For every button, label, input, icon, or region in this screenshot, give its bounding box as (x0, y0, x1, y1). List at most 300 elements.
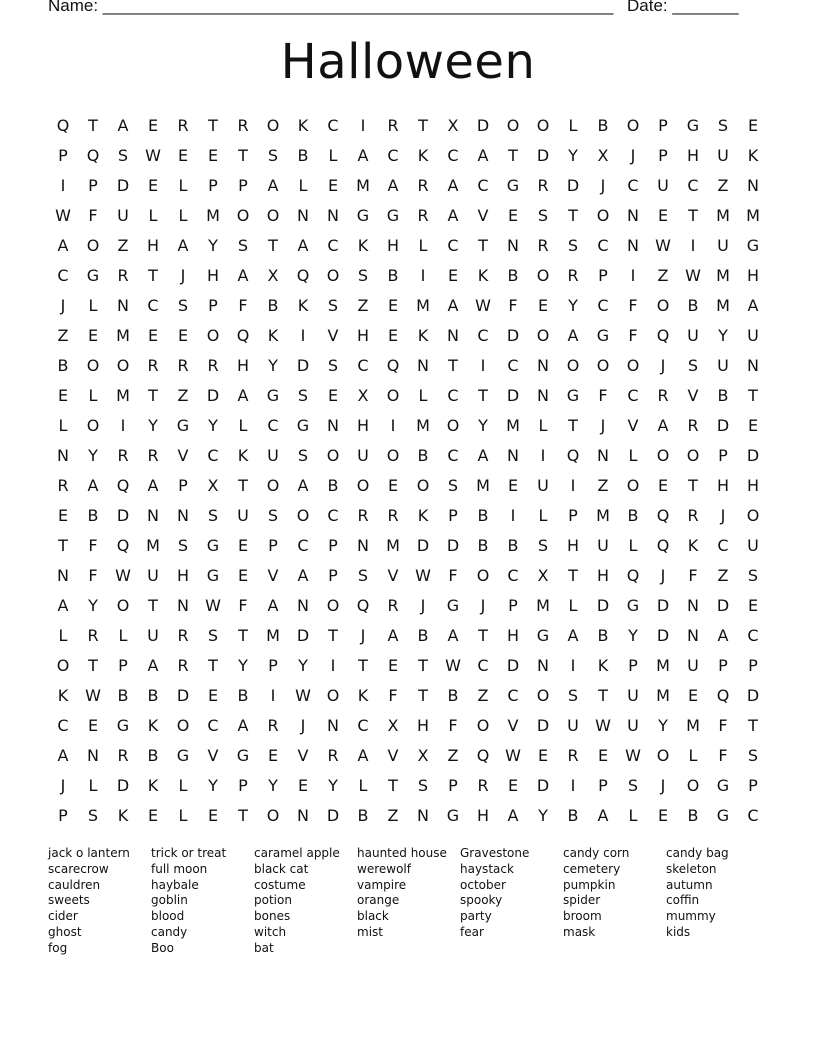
grid-cell[interactable]: O (86, 415, 100, 435)
grid-cell[interactable]: K (237, 445, 249, 465)
grid-cell[interactable]: E (57, 385, 69, 405)
grid-cell[interactable]: S (267, 145, 279, 165)
grid-cell[interactable]: Z (357, 295, 369, 315)
grid-cell[interactable]: M (656, 685, 670, 705)
grid-cell[interactable]: U (237, 505, 249, 525)
grid-cell[interactable]: K (747, 145, 759, 165)
grid-cell[interactable]: N (537, 385, 549, 405)
grid-cell[interactable]: O (266, 475, 280, 495)
grid-cell[interactable]: U (687, 655, 699, 675)
grid-cell[interactable]: A (297, 475, 309, 495)
grid-cell[interactable]: T (568, 205, 578, 225)
grid-cell[interactable]: W (655, 235, 671, 255)
grid-cell[interactable]: D (566, 175, 580, 195)
grid-cell[interactable]: B (267, 295, 279, 315)
grid-cell[interactable]: E (297, 775, 309, 795)
grid-cell[interactable]: Y (238, 655, 248, 675)
grid-cell[interactable]: U (267, 445, 279, 465)
grid-cell[interactable]: C (357, 715, 369, 735)
grid-cell[interactable]: A (567, 625, 579, 645)
grid-cell[interactable]: M (686, 715, 700, 735)
grid-cell[interactable]: K (417, 325, 429, 345)
grid-cell[interactable]: V (477, 205, 489, 225)
grid-cell[interactable]: N (687, 625, 699, 645)
grid-cell[interactable]: R (57, 475, 69, 495)
grid-cell[interactable]: A (237, 715, 249, 735)
grid-cell[interactable]: G (266, 385, 280, 405)
grid-cell[interactable]: S (717, 115, 729, 135)
grid-cell[interactable]: B (357, 805, 369, 825)
grid-cell[interactable]: N (177, 595, 189, 615)
grid-cell[interactable]: B (447, 685, 459, 705)
grid-cell[interactable]: U (117, 205, 129, 225)
grid-cell[interactable]: X (357, 385, 369, 405)
grid-cell[interactable]: W (145, 145, 161, 165)
grid-cell[interactable]: F (238, 295, 248, 315)
grid-cell[interactable]: D (536, 775, 550, 795)
grid-cell[interactable]: F (718, 715, 728, 735)
grid-cell[interactable]: F (598, 385, 608, 405)
grid-cell[interactable]: G (536, 625, 550, 645)
grid-cell[interactable]: S (267, 505, 279, 525)
grid-cell[interactable]: H (236, 355, 250, 375)
grid-cell[interactable]: Q (356, 595, 370, 615)
grid-cell[interactable]: E (147, 805, 159, 825)
grid-cell[interactable]: Q (476, 745, 490, 765)
grid-cell[interactable]: Q (626, 565, 640, 585)
grid-cell[interactable]: I (120, 415, 126, 435)
grid-cell[interactable]: N (537, 655, 549, 675)
grid-cell[interactable]: A (477, 445, 489, 465)
grid-cell[interactable]: E (657, 475, 669, 495)
grid-cell[interactable]: R (117, 445, 129, 465)
grid-cell[interactable]: O (86, 235, 100, 255)
grid-cell[interactable]: I (510, 505, 516, 525)
grid-cell[interactable]: T (598, 685, 608, 705)
grid-cell[interactable]: J (300, 715, 306, 735)
grid-cell[interactable]: L (118, 625, 128, 645)
grid-cell[interactable]: U (147, 565, 159, 585)
grid-cell[interactable]: U (717, 355, 729, 375)
grid-cell[interactable]: L (568, 115, 578, 135)
grid-cell[interactable]: T (418, 115, 428, 135)
grid-cell[interactable]: I (570, 655, 576, 675)
grid-cell[interactable]: C (57, 715, 69, 735)
grid-cell[interactable]: A (117, 115, 129, 135)
grid-cell[interactable]: O (326, 685, 340, 705)
grid-cell[interactable]: K (117, 805, 129, 825)
grid-cell[interactable]: L (178, 805, 188, 825)
grid-cell[interactable]: M (716, 205, 730, 225)
grid-cell[interactable]: S (327, 295, 339, 315)
grid-cell[interactable]: O (446, 415, 460, 435)
grid-cell[interactable]: A (297, 565, 309, 585)
grid-cell[interactable]: T (688, 205, 698, 225)
grid-cell[interactable]: X (207, 475, 219, 495)
grid-cell[interactable]: I (570, 475, 576, 495)
grid-cell[interactable]: O (56, 655, 70, 675)
grid-cell[interactable]: U (747, 535, 759, 555)
grid-cell[interactable]: L (418, 235, 428, 255)
grid-cell[interactable]: U (627, 715, 639, 735)
grid-cell[interactable]: Q (236, 325, 250, 345)
grid-cell[interactable]: A (597, 805, 609, 825)
grid-cell[interactable]: P (88, 175, 98, 195)
grid-cell[interactable]: C (597, 235, 609, 255)
grid-cell[interactable]: G (716, 775, 730, 795)
grid-cell[interactable]: O (746, 505, 760, 525)
grid-cell[interactable]: L (88, 295, 98, 315)
grid-cell[interactable]: O (236, 205, 250, 225)
grid-cell[interactable]: S (327, 355, 339, 375)
grid-cell[interactable]: H (746, 265, 760, 285)
grid-cell[interactable]: Q (656, 325, 670, 345)
grid-cell[interactable]: A (507, 805, 519, 825)
grid-cell[interactable]: O (86, 355, 100, 375)
grid-cell[interactable]: N (177, 505, 189, 525)
grid-cell[interactable]: K (57, 685, 69, 705)
grid-cell[interactable]: M (656, 655, 670, 675)
grid-cell[interactable]: V (207, 745, 219, 765)
grid-cell[interactable]: Q (116, 535, 130, 555)
grid-cell[interactable]: Q (56, 115, 70, 135)
grid-cell[interactable]: C (297, 535, 309, 555)
grid-cell[interactable]: N (297, 595, 309, 615)
grid-cell[interactable]: B (627, 505, 639, 525)
grid-cell[interactable]: V (387, 565, 399, 585)
grid-cell[interactable]: F (238, 595, 248, 615)
grid-cell[interactable]: T (748, 385, 758, 405)
grid-cell[interactable]: P (328, 535, 338, 555)
grid-cell[interactable]: T (478, 625, 488, 645)
grid-cell[interactable]: G (206, 535, 220, 555)
grid-cell[interactable]: N (747, 175, 759, 195)
grid-cell[interactable]: Q (386, 355, 400, 375)
name-field-label[interactable]: Name: ______________________________________________________ (48, 0, 614, 15)
grid-cell[interactable]: S (357, 565, 369, 585)
grid-cell[interactable]: I (330, 655, 336, 675)
grid-cell[interactable]: G (566, 385, 580, 405)
grid-cell[interactable]: G (596, 325, 610, 345)
grid-cell[interactable]: O (266, 205, 280, 225)
grid-cell[interactable]: C (207, 715, 219, 735)
grid-cell[interactable]: E (747, 595, 759, 615)
grid-cell[interactable]: C (627, 385, 639, 405)
grid-cell[interactable]: C (357, 355, 369, 375)
grid-cell[interactable]: N (627, 235, 639, 255)
grid-cell[interactable]: R (387, 115, 399, 135)
grid-cell[interactable]: A (717, 625, 729, 645)
grid-cell[interactable]: N (327, 415, 339, 435)
grid-cell[interactable]: I (690, 235, 696, 255)
grid-cell[interactable]: N (417, 355, 429, 375)
grid-cell[interactable]: E (597, 745, 609, 765)
grid-cell[interactable]: G (626, 595, 640, 615)
grid-cell[interactable]: C (327, 505, 339, 525)
grid-cell[interactable]: E (237, 535, 249, 555)
grid-cell[interactable]: R (537, 175, 549, 195)
grid-cell[interactable]: I (390, 415, 396, 435)
grid-cell[interactable]: A (447, 295, 459, 315)
grid-cell[interactable]: T (148, 595, 158, 615)
grid-cell[interactable]: J (630, 145, 636, 165)
grid-cell[interactable]: B (417, 625, 429, 645)
grid-cell[interactable]: T (418, 655, 428, 675)
grid-cell[interactable]: O (506, 115, 520, 135)
grid-cell[interactable]: M (746, 205, 760, 225)
grid-cell[interactable]: C (507, 565, 519, 585)
grid-cell[interactable]: N (147, 505, 159, 525)
grid-cell[interactable]: C (507, 685, 519, 705)
grid-cell[interactable]: I (570, 775, 576, 795)
grid-cell[interactable]: S (627, 775, 639, 795)
grid-cell[interactable]: C (747, 805, 759, 825)
grid-cell[interactable]: K (687, 535, 699, 555)
grid-cell[interactable]: N (687, 595, 699, 615)
grid-cell[interactable]: W (595, 715, 611, 735)
grid-cell[interactable]: F (88, 205, 98, 225)
grid-cell[interactable]: R (687, 415, 699, 435)
grid-cell[interactable]: Y (478, 415, 488, 435)
grid-cell[interactable]: D (506, 385, 520, 405)
grid-cell[interactable]: T (478, 385, 488, 405)
grid-cell[interactable]: E (267, 745, 279, 765)
grid-cell[interactable]: M (116, 385, 130, 405)
grid-cell[interactable]: P (748, 775, 758, 795)
grid-cell[interactable]: S (567, 235, 579, 255)
grid-cell[interactable]: G (446, 805, 460, 825)
grid-cell[interactable]: C (447, 235, 459, 255)
grid-cell[interactable]: A (447, 625, 459, 645)
grid-cell[interactable]: H (146, 235, 160, 255)
grid-cell[interactable]: U (567, 715, 579, 735)
grid-cell[interactable]: F (718, 745, 728, 765)
grid-cell[interactable]: H (476, 805, 490, 825)
grid-cell[interactable]: B (567, 805, 579, 825)
grid-cell[interactable]: N (297, 205, 309, 225)
grid-cell[interactable]: H (716, 475, 730, 495)
grid-cell[interactable]: D (536, 715, 550, 735)
grid-cell[interactable]: R (477, 775, 489, 795)
grid-cell[interactable]: E (87, 325, 99, 345)
grid-cell[interactable]: U (357, 445, 369, 465)
grid-cell[interactable]: M (716, 265, 730, 285)
grid-cell[interactable]: Y (208, 775, 218, 795)
grid-cell[interactable]: L (178, 205, 188, 225)
grid-cell[interactable]: U (717, 145, 729, 165)
grid-cell[interactable]: W (115, 565, 131, 585)
grid-cell[interactable]: N (747, 355, 759, 375)
grid-cell[interactable]: R (267, 715, 279, 735)
grid-cell[interactable]: A (657, 415, 669, 435)
grid-cell[interactable]: K (147, 775, 159, 795)
grid-cell[interactable]: W (55, 205, 71, 225)
grid-cell[interactable]: D (416, 535, 430, 555)
grid-cell[interactable]: W (205, 595, 221, 615)
grid-cell[interactable]: R (537, 235, 549, 255)
grid-cell[interactable]: Y (628, 625, 638, 645)
grid-cell[interactable]: O (326, 445, 340, 465)
grid-cell[interactable]: N (327, 715, 339, 735)
grid-cell[interactable]: H (746, 475, 760, 495)
grid-cell[interactable]: T (448, 355, 458, 375)
grid-cell[interactable]: E (87, 715, 99, 735)
grid-cell[interactable]: A (747, 295, 759, 315)
grid-cell[interactable]: B (717, 385, 729, 405)
grid-cell[interactable]: E (387, 655, 399, 675)
grid-cell[interactable]: O (656, 445, 670, 465)
grid-cell[interactable]: J (60, 295, 66, 315)
grid-cell[interactable]: S (537, 205, 549, 225)
grid-cell[interactable]: B (477, 535, 489, 555)
grid-cell[interactable]: B (327, 475, 339, 495)
grid-cell[interactable]: P (268, 655, 278, 675)
grid-cell[interactable]: S (357, 265, 369, 285)
grid-cell[interactable]: R (687, 505, 699, 525)
grid-cell[interactable]: E (657, 805, 669, 825)
grid-cell[interactable]: A (57, 745, 69, 765)
grid-cell[interactable]: Y (148, 415, 158, 435)
grid-cell[interactable]: J (660, 565, 666, 585)
grid-cell[interactable]: D (446, 535, 460, 555)
grid-cell[interactable]: T (388, 775, 398, 795)
grid-cell[interactable]: X (597, 145, 609, 165)
grid-cell[interactable]: L (298, 175, 308, 195)
grid-cell[interactable]: G (206, 565, 220, 585)
grid-cell[interactable]: Z (57, 325, 69, 345)
grid-cell[interactable]: I (540, 445, 546, 465)
grid-cell[interactable]: R (177, 655, 189, 675)
grid-cell[interactable]: R (207, 355, 219, 375)
grid-cell[interactable]: V (387, 745, 399, 765)
grid-cell[interactable]: P (568, 505, 578, 525)
grid-cell[interactable]: P (58, 145, 68, 165)
grid-cell[interactable]: H (416, 715, 430, 735)
grid-cell[interactable]: T (688, 475, 698, 495)
grid-cell[interactable]: D (326, 805, 340, 825)
grid-cell[interactable]: D (116, 175, 130, 195)
grid-cell[interactable]: C (327, 235, 339, 255)
grid-cell[interactable]: R (117, 265, 129, 285)
grid-cell[interactable]: N (87, 745, 99, 765)
grid-cell[interactable]: D (296, 355, 310, 375)
grid-cell[interactable]: C (447, 385, 459, 405)
grid-cell[interactable]: Y (208, 415, 218, 435)
grid-cell[interactable]: U (597, 535, 609, 555)
grid-cell[interactable]: W (625, 745, 641, 765)
grid-cell[interactable]: A (237, 385, 249, 405)
grid-cell[interactable]: G (686, 115, 700, 135)
grid-cell[interactable]: S (297, 385, 309, 405)
grid-cell[interactable]: J (420, 595, 426, 615)
grid-cell[interactable]: A (447, 205, 459, 225)
grid-cell[interactable]: S (177, 535, 189, 555)
grid-cell[interactable]: S (87, 805, 99, 825)
grid-cell[interactable]: E (147, 175, 159, 195)
grid-cell[interactable]: R (147, 445, 159, 465)
grid-cell[interactable]: W (295, 685, 311, 705)
grid-cell[interactable]: H (386, 235, 400, 255)
grid-cell[interactable]: E (747, 415, 759, 435)
grid-cell[interactable]: F (628, 295, 638, 315)
grid-cell[interactable]: G (176, 415, 190, 435)
grid-cell[interactable]: Y (568, 295, 578, 315)
grid-cell[interactable]: D (716, 595, 730, 615)
grid-cell[interactable]: V (327, 325, 339, 345)
grid-cell[interactable]: O (626, 115, 640, 135)
grid-cell[interactable]: A (387, 625, 399, 645)
grid-cell[interactable]: F (88, 535, 98, 555)
grid-cell[interactable]: A (147, 475, 159, 495)
grid-cell[interactable]: B (507, 265, 519, 285)
grid-cell[interactable]: T (238, 145, 248, 165)
grid-cell[interactable]: H (566, 535, 580, 555)
grid-cell[interactable]: T (238, 475, 248, 495)
grid-cell[interactable]: V (507, 715, 519, 735)
grid-cell[interactable]: L (688, 745, 698, 765)
grid-cell[interactable]: O (206, 325, 220, 345)
grid-cell[interactable]: Q (296, 265, 310, 285)
grid-cell[interactable]: M (386, 535, 400, 555)
grid-cell[interactable]: O (596, 355, 610, 375)
grid-cell[interactable]: A (267, 595, 279, 615)
grid-cell[interactable]: L (568, 595, 578, 615)
grid-cell[interactable]: Q (566, 445, 580, 465)
grid-cell[interactable]: A (87, 475, 99, 495)
grid-cell[interactable]: A (177, 235, 189, 255)
grid-cell[interactable]: B (687, 295, 699, 315)
grid-cell[interactable]: C (507, 355, 519, 375)
grid-cell[interactable]: O (266, 805, 280, 825)
grid-cell[interactable]: V (177, 445, 189, 465)
grid-cell[interactable]: L (628, 805, 638, 825)
grid-cell[interactable]: R (387, 595, 399, 615)
grid-cell[interactable]: D (536, 145, 550, 165)
grid-cell[interactable]: O (386, 445, 400, 465)
grid-cell[interactable]: B (477, 505, 489, 525)
grid-cell[interactable]: M (596, 505, 610, 525)
grid-cell[interactable]: E (387, 295, 399, 315)
grid-cell[interactable]: S (207, 625, 219, 645)
grid-cell[interactable]: Y (298, 655, 308, 675)
grid-cell[interactable]: M (116, 325, 130, 345)
grid-cell[interactable]: U (147, 625, 159, 645)
grid-cell[interactable]: T (328, 625, 338, 645)
grid-cell[interactable]: I (420, 265, 426, 285)
grid-cell[interactable]: U (657, 175, 669, 195)
grid-cell[interactable]: E (237, 565, 249, 585)
grid-cell[interactable]: L (418, 385, 428, 405)
grid-cell[interactable]: O (686, 775, 700, 795)
grid-cell[interactable]: K (147, 715, 159, 735)
grid-cell[interactable]: C (717, 535, 729, 555)
grid-cell[interactable]: A (57, 595, 69, 615)
grid-cell[interactable]: T (358, 655, 368, 675)
grid-cell[interactable]: L (538, 415, 548, 435)
grid-cell[interactable]: O (116, 355, 130, 375)
grid-cell[interactable]: D (176, 685, 190, 705)
grid-cell[interactable]: T (568, 415, 578, 435)
grid-cell[interactable]: J (480, 595, 486, 615)
grid-cell[interactable]: J (720, 505, 726, 525)
grid-cell[interactable]: O (536, 685, 550, 705)
grid-cell[interactable]: D (656, 625, 670, 645)
grid-cell[interactable]: K (477, 265, 489, 285)
grid-cell[interactable]: O (476, 565, 490, 585)
grid-cell[interactable]: U (717, 235, 729, 255)
grid-cell[interactable]: G (386, 205, 400, 225)
grid-cell[interactable]: Z (447, 745, 459, 765)
